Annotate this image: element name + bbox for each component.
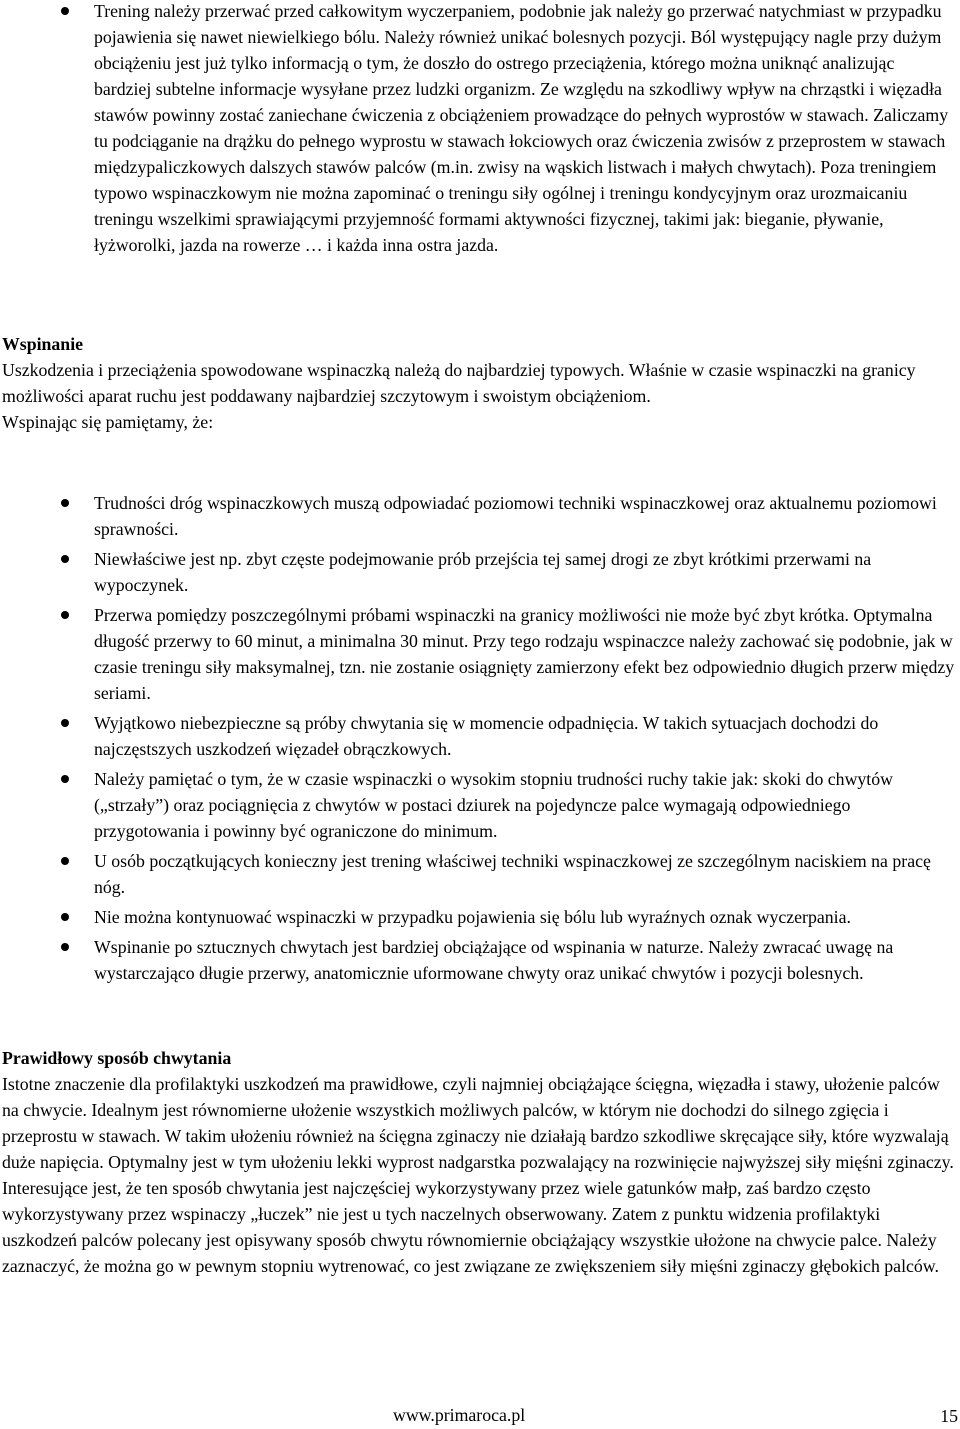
section-heading: Prawidłowy sposób chwytania xyxy=(2,1048,232,1068)
bullet-icon xyxy=(61,857,69,865)
section-heading: Wspinanie xyxy=(2,334,84,354)
list-item-text: Wyjątkowo niebezpieczne są próby chwytania się w momencie odpadnięcia. W takich sytuacjach dochodzi do najczęstszych uszkodzeń więzadeł obrączkowych. xyxy=(94,713,879,759)
list-item xyxy=(0,602,960,706)
list-item-text: Niewłaściwe jest np. zbyt częste podejmowanie prób przejścia tej samej drogi ze zbyt krótkimi przerwami na wypoczynek. xyxy=(94,549,872,595)
bullet-icon xyxy=(61,913,69,921)
bullet-icon xyxy=(61,7,69,15)
bullet-icon xyxy=(61,499,69,507)
list-item xyxy=(0,710,960,762)
list-item-text: Nie można kontynuować wspinaczki w przypadku pojawienia się bólu lub wyraźnych oznak wyczerpania. xyxy=(94,907,851,927)
list-item-text: Przerwa pomiędzy poszczególnymi próbami wspinaczki na granicy możliwości nie może być zbyt krótka. Optymalna długość przerwy to 60 minut, a minimalna 30 minut. Przy tego rodzaju wspinaczce należy zachować się podobnie, jak w czasie treningu siły maksymalnej, tzn. nie zostanie osiągnięty zamierzony efekt bez odpowiednio długich przerw między seriami. xyxy=(94,605,955,703)
list-item xyxy=(0,904,960,930)
footer-url: www.primaroca.pl xyxy=(393,1405,526,1425)
list-item-text: Wspinanie po sztucznych chwytach jest bardziej obciążające od wspinania w naturze. Należy zwracać uwagę na wystarczająco długie przerwy, anatomicznie uformowane chwyty oraz unikać chwytów i pozycji bolesnych. xyxy=(94,937,894,983)
list-item xyxy=(0,490,960,542)
list-item xyxy=(0,934,960,986)
list-item-text: Trudności dróg wspinaczkowych muszą odpowiadać poziomowi techniki wspinaczkowej oraz aktualnemu poziomowi sprawności. xyxy=(94,493,937,539)
section-lead: Wspinając się pamiętamy, że: xyxy=(2,412,214,432)
list-item-text: Należy pamiętać o tym, że w czasie wspinaczki o wysokim stopniu trudności ruchy takie jak: skoki do chwytów („strzały”) oraz pociągnięcia z chwytów w postaci dziurek na pojedyncze palce wymagają odpowiedniego przygotowania i powinny być ograniczone do minimum. xyxy=(94,769,893,841)
list-item xyxy=(0,766,960,844)
section-body: Istotne znaczenie dla profilaktyki uszkodzeń ma prawidłowe, czyli najmniej obciążające ścięgna, więzadła i stawy, ułożenie palców na chwycie. Idealnym jest równomierne ułożenie wszystkich możliwych palców, w którym nie dochodzi do silnego zgięcia i przeprostu w stawach. W takim ułożeniu również na ścięgna zginaczy nie działają bardzo szkodliwe skręcające siły, które wyzwalają duże napięcia. Optymalny jest w tym ułożeniu lekki wyprost nadgarstka pozwalający na rozwinięcie najwyższej siły mięśni zginaczy. Interesujące jest, że ten sposób chwytania jest najczęściej wykorzystywany przez wiele gatunków małp, zaś bardzo często wykorzystywany przez wspinaczy „łuczek” nie jest u tych naczelnych obserwowany. Zatem z punktu widzenia profilaktyki uszkodzeń palców polecany jest opisywany sposób chwytu równomiernie obciążający wszystkie ułożone na chwycie palce. Należy zaznaczyć, że można go w pewnym stopniu wytrenować, co jest związane ze zwiększeniem siły mięśni zginaczy głębokich palców. xyxy=(2,1074,954,1276)
section-intro: Uszkodzenia i przeciążenia spowodowane wspinaczką należą do najbardziej typowych. Właśnie w czasie wspinaczki na granicy możliwości aparat ruchu jest poddawany najbardziej szczytowym i swoistym obciążeniom. xyxy=(2,360,916,406)
bullet-icon xyxy=(61,611,69,619)
list-item xyxy=(0,546,960,598)
section-climbing xyxy=(2,331,958,435)
list-item xyxy=(0,0,960,258)
climbing-bullet-list xyxy=(0,490,960,990)
page-number: 15 xyxy=(940,1406,958,1426)
bullet-icon xyxy=(61,719,69,727)
list-item-text: U osób początkujących konieczny jest trening właściwej techniki wspinaczkowej ze szczególnym naciskiem na pracę nóg. xyxy=(94,851,931,897)
section-grip xyxy=(2,1045,958,1279)
list-item xyxy=(0,848,960,900)
bullet-icon xyxy=(61,943,69,951)
bullet-icon xyxy=(61,775,69,783)
bullet-icon xyxy=(61,555,69,563)
top-bullet-list xyxy=(0,0,960,262)
list-item-text: Trening należy przerwać przed całkowitym wyczerpaniem, podobnie jak należy go przerwać natychmiast w przypadku pojawienia się nawet niewielkiego bólu. Należy również unikać bolesnych pozycji. Ból występujący nagle przy dużym obciążeniu jest już tylko informacją o tym, że doszło do ostrego przeciążenia, którego można uniknąć analizując bardziej subtelne informacje wysyłane przez ludzki organizm. Ze względu na szkodliwy wpływ na chrząstki i więzadła stawów powinny zostać zaniechane ćwiczenia z obciążeniem prowadzące do pełnych wyprostów w stawach. Zaliczamy tu podciąganie na drążku do pełnego wyprostu w stawach łokciowych oraz ćwiczenia zwisów z przeprostem w stawach międzypaliczkowych dalszych stawów palców (m.in. zwisy na wąskich listwach i małych chwytach). Poza treningiem typowo wspinaczkowym nie można zapominać o treningu siły ogólnej i treningu kondycyjnym oraz urozmaicaniu treningu wszelkimi sprawiającymi przyjemność formami aktywności fizycznej, takimi jak: bieganie, pływanie, łyżworolki, jazda na rowerze … i każda inna ostra jazda. xyxy=(94,1,949,255)
